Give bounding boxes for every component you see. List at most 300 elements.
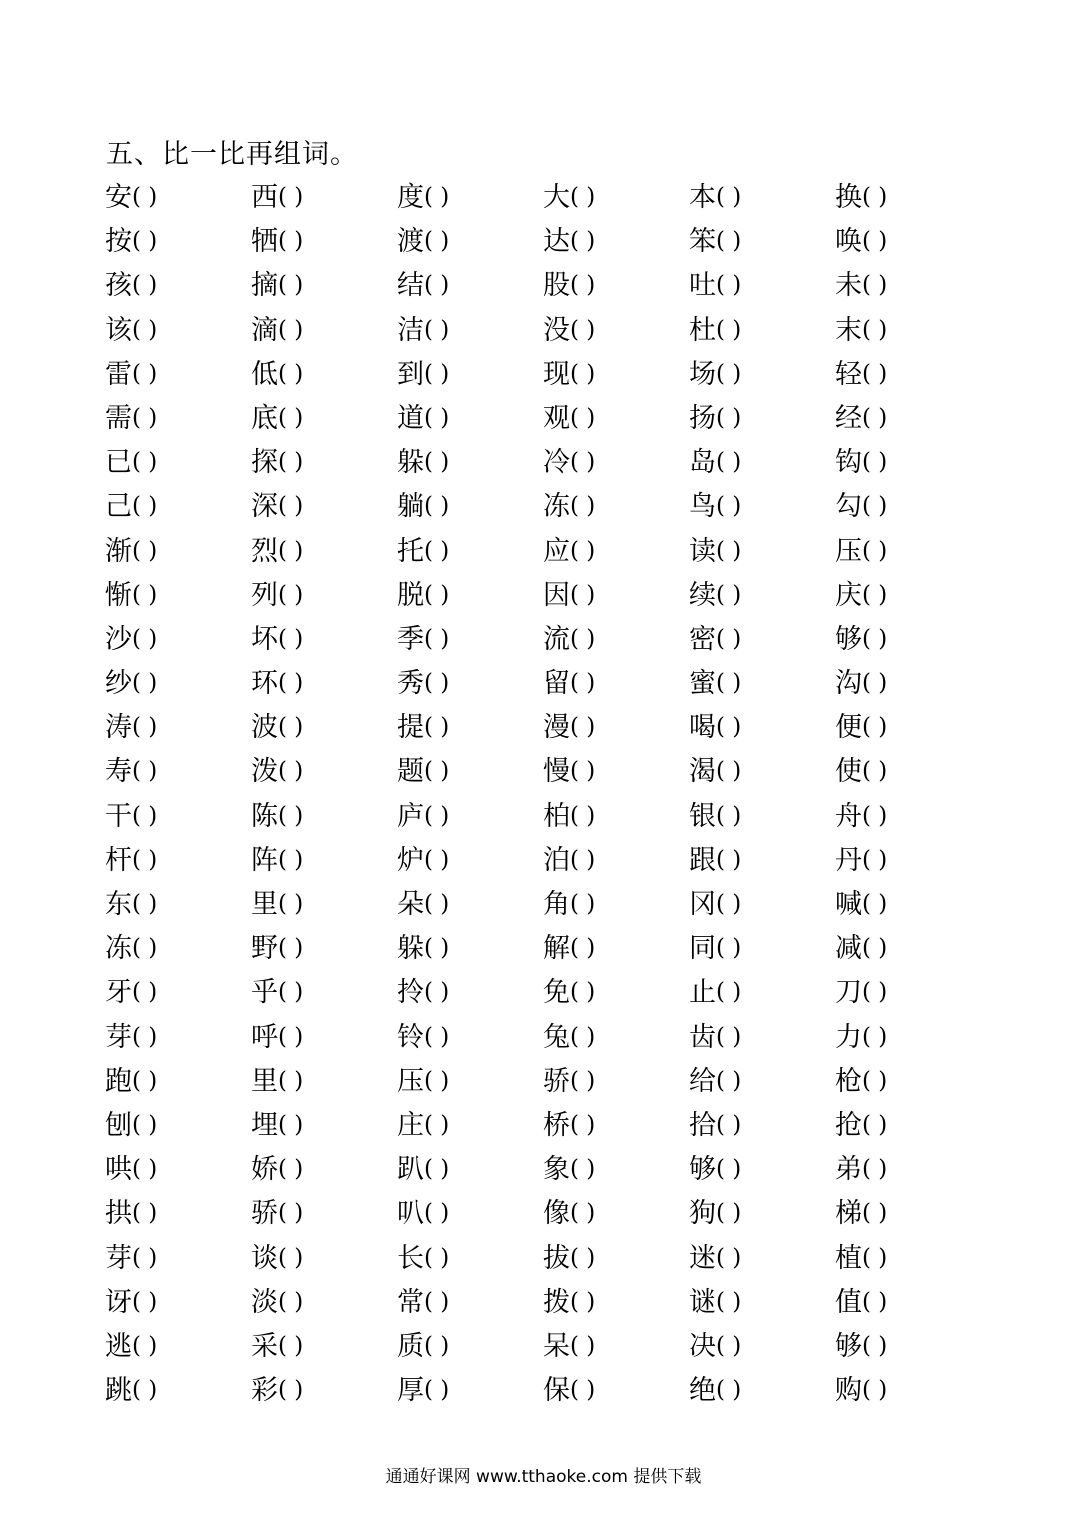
answer-blank[interactable]: ( ) bbox=[716, 1023, 742, 1050]
answer-blank[interactable]: ( ) bbox=[278, 758, 304, 785]
character-item bbox=[689, 1105, 741, 1149]
character-item bbox=[105, 840, 157, 884]
character-item bbox=[689, 707, 741, 751]
answer-blank[interactable]: ( ) bbox=[716, 449, 742, 476]
character-item bbox=[251, 796, 303, 840]
answer-blank[interactable]: ( ) bbox=[862, 1377, 888, 1404]
character-label: 力 bbox=[835, 1021, 862, 1053]
answer-blank[interactable]: ( ) bbox=[570, 272, 596, 299]
answer-blank[interactable]: ( ) bbox=[862, 360, 888, 387]
answer-blank[interactable]: ( ) bbox=[424, 1288, 450, 1315]
character-label: 己 bbox=[105, 491, 132, 523]
exercise-title: 五、比一比再组词。 bbox=[106, 139, 358, 170]
answer-blank[interactable]: ( ) bbox=[132, 1200, 158, 1227]
answer-blank[interactable]: ( ) bbox=[570, 979, 596, 1006]
answer-blank[interactable]: ( ) bbox=[570, 493, 596, 520]
answer-blank[interactable]: ( ) bbox=[716, 1067, 742, 1094]
answer-blank[interactable]: ( ) bbox=[716, 316, 742, 343]
character-label: 末 bbox=[835, 314, 862, 346]
character-item bbox=[543, 1193, 595, 1237]
character-item bbox=[835, 1238, 887, 1282]
answer-blank[interactable]: ( ) bbox=[424, 1067, 450, 1094]
answer-blank[interactable]: ( ) bbox=[716, 891, 742, 917]
character-item bbox=[397, 265, 449, 309]
character-label: 野 bbox=[251, 933, 278, 965]
word-row bbox=[105, 265, 1005, 309]
answer-blank[interactable]: ( ) bbox=[570, 1377, 596, 1404]
answer-blank[interactable]: ( ) bbox=[132, 1156, 158, 1183]
character-label: 喝 bbox=[689, 712, 716, 744]
character-label: 拎 bbox=[397, 977, 424, 1009]
character-label: 跑 bbox=[105, 1065, 132, 1097]
character-item bbox=[397, 884, 449, 928]
character-label: 拾 bbox=[689, 1109, 716, 1141]
character-item bbox=[543, 1282, 595, 1326]
answer-blank[interactable]: ( ) bbox=[716, 846, 742, 873]
character-label: 陈 bbox=[251, 800, 278, 832]
character-label: 泼 bbox=[251, 756, 278, 788]
answer-blank[interactable]: ( ) bbox=[132, 1111, 158, 1138]
character-item bbox=[105, 1282, 157, 1326]
answer-blank[interactable]: ( ) bbox=[716, 1156, 742, 1183]
answer-blank[interactable]: ( ) bbox=[278, 581, 304, 608]
character-item bbox=[543, 221, 595, 265]
character-item bbox=[543, 575, 595, 619]
character-item bbox=[543, 884, 595, 928]
answer-blank[interactable]: ( ) bbox=[862, 449, 888, 476]
answer-blank[interactable]: ( ) bbox=[716, 1244, 742, 1271]
answer-blank[interactable]: ( ) bbox=[862, 979, 888, 1006]
answer-blank[interactable]: ( ) bbox=[132, 758, 158, 785]
character-item bbox=[835, 663, 887, 707]
answer-blank[interactable]: ( ) bbox=[424, 228, 450, 255]
character-label: 讶 bbox=[105, 1286, 132, 1318]
character-label: 摘 bbox=[251, 270, 278, 302]
answer-blank[interactable]: ( ) bbox=[278, 625, 304, 652]
character-item bbox=[397, 354, 449, 398]
answer-blank[interactable]: ( ) bbox=[278, 1067, 304, 1094]
answer-blank[interactable]: ( ) bbox=[716, 228, 742, 255]
character-label: 喊 bbox=[835, 889, 862, 920]
character-label: 脱 bbox=[397, 579, 424, 611]
character-item bbox=[835, 1370, 887, 1414]
character-item bbox=[251, 884, 303, 928]
answer-blank[interactable]: ( ) bbox=[424, 1244, 450, 1271]
answer-blank[interactable]: ( ) bbox=[132, 272, 158, 299]
character-label: 止 bbox=[689, 977, 716, 1009]
character-label: 牙 bbox=[105, 977, 132, 1009]
answer-blank[interactable]: ( ) bbox=[132, 493, 158, 520]
character-item bbox=[835, 619, 887, 663]
answer-blank[interactable]: ( ) bbox=[278, 1023, 304, 1050]
answer-blank[interactable]: ( ) bbox=[132, 1377, 158, 1404]
character-item bbox=[689, 1149, 741, 1193]
character-label: 梯 bbox=[835, 1198, 862, 1230]
answer-blank[interactable]: ( ) bbox=[132, 537, 158, 564]
character-item bbox=[835, 1326, 887, 1370]
character-item bbox=[543, 1326, 595, 1370]
answer-blank[interactable]: ( ) bbox=[716, 1200, 742, 1227]
answer-blank[interactable]: ( ) bbox=[278, 1244, 304, 1271]
answer-blank[interactable]: ( ) bbox=[132, 228, 158, 255]
character-item bbox=[251, 707, 303, 751]
answer-blank[interactable]: ( ) bbox=[862, 625, 888, 652]
character-label: 哄 bbox=[105, 1154, 132, 1186]
answer-blank[interactable]: ( ) bbox=[424, 714, 450, 741]
answer-blank[interactable]: ( ) bbox=[278, 846, 304, 873]
answer-blank[interactable]: ( ) bbox=[278, 1288, 304, 1315]
answer-blank[interactable]: ( ) bbox=[862, 758, 888, 785]
answer-blank[interactable]: ( ) bbox=[278, 360, 304, 387]
character-item bbox=[543, 1238, 595, 1282]
character-item bbox=[105, 796, 157, 840]
character-item bbox=[397, 751, 449, 795]
character-item bbox=[689, 972, 741, 1016]
word-row bbox=[105, 972, 1005, 1016]
answer-blank[interactable]: ( ) bbox=[132, 625, 158, 652]
answer-blank[interactable]: ( ) bbox=[570, 758, 596, 785]
answer-blank[interactable]: ( ) bbox=[716, 670, 742, 697]
character-item bbox=[251, 486, 303, 530]
answer-blank[interactable]: ( ) bbox=[424, 1200, 450, 1227]
answer-blank[interactable]: ( ) bbox=[132, 360, 158, 387]
answer-blank[interactable]: ( ) bbox=[570, 1332, 596, 1359]
answer-blank[interactable]: ( ) bbox=[570, 714, 596, 741]
answer-blank[interactable]: ( ) bbox=[716, 581, 742, 608]
answer-blank[interactable]: ( ) bbox=[862, 891, 888, 917]
answer-blank[interactable]: ( ) bbox=[862, 714, 888, 741]
word-row bbox=[105, 442, 1005, 486]
answer-blank[interactable]: ( ) bbox=[424, 979, 450, 1006]
character-item bbox=[835, 177, 887, 221]
character-label: 躺 bbox=[397, 491, 424, 523]
answer-blank[interactable]: ( ) bbox=[570, 449, 596, 476]
character-item bbox=[251, 751, 303, 795]
character-item bbox=[397, 442, 449, 486]
answer-blank[interactable]: ( ) bbox=[132, 404, 158, 431]
answer-blank[interactable]: ( ) bbox=[716, 537, 742, 564]
character-item bbox=[689, 531, 741, 575]
character-label: 采 bbox=[251, 1330, 278, 1362]
character-item bbox=[251, 310, 303, 354]
answer-blank[interactable]: ( ) bbox=[278, 1332, 304, 1359]
answer-blank[interactable]: ( ) bbox=[278, 493, 304, 520]
word-row bbox=[105, 619, 1005, 663]
character-item bbox=[105, 486, 157, 530]
character-item bbox=[105, 928, 157, 972]
character-label: 慢 bbox=[543, 756, 570, 788]
answer-blank[interactable]: ( ) bbox=[716, 979, 742, 1006]
answer-blank[interactable]: ( ) bbox=[424, 1156, 450, 1183]
answer-blank[interactable]: ( ) bbox=[862, 670, 888, 697]
answer-blank[interactable]: ( ) bbox=[716, 1332, 742, 1359]
answer-blank[interactable]: ( ) bbox=[424, 184, 450, 210]
character-label: 寿 bbox=[105, 756, 132, 788]
answer-blank[interactable]: ( ) bbox=[716, 758, 742, 785]
word-row bbox=[105, 1370, 1005, 1414]
answer-blank[interactable]: ( ) bbox=[424, 404, 450, 431]
answer-blank[interactable]: ( ) bbox=[862, 1288, 888, 1315]
character-item bbox=[397, 177, 449, 221]
answer-blank[interactable]: ( ) bbox=[716, 802, 742, 829]
answer-blank[interactable]: ( ) bbox=[570, 1111, 596, 1138]
character-item bbox=[105, 354, 157, 398]
character-item bbox=[543, 619, 595, 663]
answer-blank[interactable]: ( ) bbox=[132, 979, 158, 1006]
answer-blank[interactable]: ( ) bbox=[132, 316, 158, 343]
answer-blank[interactable]: ( ) bbox=[570, 802, 596, 829]
answer-blank[interactable]: ( ) bbox=[716, 714, 742, 741]
character-label: 彩 bbox=[251, 1375, 278, 1407]
answer-blank[interactable]: ( ) bbox=[862, 1332, 888, 1359]
answer-blank[interactable]: ( ) bbox=[862, 1111, 888, 1138]
character-label: 密 bbox=[689, 623, 716, 655]
character-label: 观 bbox=[543, 402, 570, 434]
answer-blank[interactable]: ( ) bbox=[424, 316, 450, 343]
character-item bbox=[105, 177, 157, 221]
answer-blank[interactable]: ( ) bbox=[570, 360, 596, 387]
answer-blank[interactable]: ( ) bbox=[570, 537, 596, 564]
word-row bbox=[105, 1193, 1005, 1237]
answer-blank[interactable]: ( ) bbox=[278, 184, 304, 210]
answer-blank[interactable]: ( ) bbox=[862, 846, 888, 873]
answer-blank[interactable]: ( ) bbox=[132, 846, 158, 873]
character-item bbox=[543, 354, 595, 398]
character-item bbox=[689, 884, 741, 928]
answer-blank[interactable]: ( ) bbox=[424, 846, 450, 873]
character-item bbox=[543, 1149, 595, 1193]
word-row bbox=[105, 1105, 1005, 1149]
character-item bbox=[397, 1326, 449, 1370]
answer-blank[interactable]: ( ) bbox=[278, 1111, 304, 1138]
answer-blank[interactable]: ( ) bbox=[570, 625, 596, 652]
character-label: 兔 bbox=[543, 1021, 570, 1053]
answer-blank[interactable]: ( ) bbox=[132, 581, 158, 608]
answer-blank[interactable]: ( ) bbox=[862, 581, 888, 608]
character-label: 读 bbox=[689, 535, 716, 567]
answer-blank[interactable]: ( ) bbox=[132, 1288, 158, 1315]
character-label: 到 bbox=[397, 358, 424, 390]
character-label: 拨 bbox=[543, 1286, 570, 1318]
character-item bbox=[689, 663, 741, 707]
character-label: 决 bbox=[689, 1330, 716, 1362]
answer-blank[interactable]: ( ) bbox=[716, 625, 742, 652]
answer-blank[interactable]: ( ) bbox=[278, 714, 304, 741]
answer-blank[interactable]: ( ) bbox=[862, 1156, 888, 1183]
answer-blank[interactable]: ( ) bbox=[570, 935, 596, 962]
character-item bbox=[689, 265, 741, 309]
answer-blank[interactable]: ( ) bbox=[570, 404, 596, 431]
character-item bbox=[397, 221, 449, 265]
character-label: 乎 bbox=[251, 977, 278, 1009]
answer-blank[interactable]: ( ) bbox=[570, 228, 596, 255]
answer-blank[interactable]: ( ) bbox=[862, 228, 888, 255]
answer-blank[interactable]: ( ) bbox=[424, 802, 450, 829]
answer-blank[interactable]: ( ) bbox=[132, 184, 158, 210]
word-row bbox=[105, 221, 1005, 265]
character-item bbox=[251, 972, 303, 1016]
answer-blank[interactable]: ( ) bbox=[862, 935, 888, 962]
answer-blank[interactable]: ( ) bbox=[570, 670, 596, 697]
answer-blank[interactable]: ( ) bbox=[278, 1156, 304, 1183]
answer-blank[interactable]: ( ) bbox=[862, 537, 888, 564]
character-label: 庆 bbox=[835, 579, 862, 611]
answer-blank[interactable]: ( ) bbox=[570, 1156, 596, 1183]
character-label: 泊 bbox=[543, 844, 570, 876]
answer-blank[interactable]: ( ) bbox=[570, 581, 596, 608]
answer-blank[interactable]: ( ) bbox=[716, 404, 742, 431]
character-label: 趴 bbox=[397, 1154, 424, 1186]
answer-blank[interactable]: ( ) bbox=[716, 1288, 742, 1315]
answer-blank[interactable]: ( ) bbox=[424, 493, 450, 520]
answer-blank[interactable]: ( ) bbox=[716, 935, 742, 962]
character-label: 吐 bbox=[689, 270, 716, 302]
answer-blank[interactable]: ( ) bbox=[132, 1244, 158, 1271]
answer-blank[interactable]: ( ) bbox=[424, 272, 450, 299]
answer-blank[interactable]: ( ) bbox=[716, 493, 742, 520]
answer-blank[interactable]: ( ) bbox=[278, 891, 304, 917]
character-label: 蜜 bbox=[689, 668, 716, 700]
answer-blank[interactable]: ( ) bbox=[278, 228, 304, 255]
character-item bbox=[251, 663, 303, 707]
answer-blank[interactable]: ( ) bbox=[716, 272, 742, 299]
answer-blank[interactable]: ( ) bbox=[862, 1067, 888, 1094]
character-label: 大 bbox=[543, 182, 570, 213]
answer-blank[interactable]: ( ) bbox=[132, 935, 158, 962]
answer-blank[interactable]: ( ) bbox=[278, 404, 304, 431]
answer-blank[interactable]: ( ) bbox=[278, 670, 304, 697]
answer-blank[interactable]: ( ) bbox=[862, 802, 888, 829]
character-label: 象 bbox=[543, 1154, 570, 1186]
answer-blank[interactable]: ( ) bbox=[424, 581, 450, 608]
answer-blank[interactable]: ( ) bbox=[132, 670, 158, 697]
answer-blank[interactable]: ( ) bbox=[278, 537, 304, 564]
answer-blank[interactable]: ( ) bbox=[424, 670, 450, 697]
answer-blank[interactable]: ( ) bbox=[278, 272, 304, 299]
answer-blank[interactable]: ( ) bbox=[424, 449, 450, 476]
answer-blank[interactable]: ( ) bbox=[570, 1200, 596, 1227]
character-label: 叭 bbox=[397, 1198, 424, 1230]
character-label: 拱 bbox=[105, 1198, 132, 1230]
character-item bbox=[251, 398, 303, 442]
answer-blank[interactable]: ( ) bbox=[862, 1244, 888, 1271]
answer-blank[interactable]: ( ) bbox=[132, 714, 158, 741]
character-label: 达 bbox=[543, 226, 570, 258]
character-label: 齿 bbox=[689, 1021, 716, 1053]
character-label: 冷 bbox=[543, 447, 570, 479]
character-label: 跳 bbox=[105, 1375, 132, 1407]
character-item bbox=[689, 928, 741, 972]
character-label: 沟 bbox=[835, 668, 862, 700]
character-label: 刀 bbox=[835, 977, 862, 1009]
answer-blank[interactable]: ( ) bbox=[278, 979, 304, 1006]
character-label: 渴 bbox=[689, 756, 716, 788]
answer-blank[interactable]: ( ) bbox=[424, 1332, 450, 1359]
answer-blank[interactable]: ( ) bbox=[424, 1023, 450, 1050]
answer-blank[interactable]: ( ) bbox=[424, 891, 450, 917]
answer-blank[interactable]: ( ) bbox=[424, 1377, 450, 1404]
answer-blank[interactable]: ( ) bbox=[570, 1244, 596, 1271]
answer-blank[interactable]: ( ) bbox=[278, 1377, 304, 1404]
character-item bbox=[543, 177, 595, 221]
character-item bbox=[251, 1061, 303, 1105]
answer-blank[interactable]: ( ) bbox=[862, 404, 888, 431]
answer-blank[interactable]: ( ) bbox=[862, 493, 888, 520]
word-row bbox=[105, 1017, 1005, 1061]
character-label: 洁 bbox=[397, 314, 424, 346]
character-label: 里 bbox=[251, 889, 278, 920]
answer-blank[interactable]: ( ) bbox=[132, 891, 158, 917]
answer-blank[interactable]: ( ) bbox=[278, 802, 304, 829]
answer-blank[interactable]: ( ) bbox=[862, 1200, 888, 1227]
answer-blank[interactable]: ( ) bbox=[132, 802, 158, 829]
answer-blank[interactable]: ( ) bbox=[278, 935, 304, 962]
answer-blank[interactable]: ( ) bbox=[570, 891, 596, 917]
character-item bbox=[251, 575, 303, 619]
answer-blank[interactable]: ( ) bbox=[862, 316, 888, 343]
character-item bbox=[835, 1105, 887, 1149]
answer-blank[interactable]: ( ) bbox=[570, 1023, 596, 1050]
character-item bbox=[105, 884, 157, 928]
answer-blank[interactable]: ( ) bbox=[132, 1023, 158, 1050]
character-label: 呆 bbox=[543, 1330, 570, 1362]
answer-blank[interactable]: ( ) bbox=[862, 184, 888, 210]
character-item bbox=[105, 310, 157, 354]
answer-blank[interactable]: ( ) bbox=[278, 1200, 304, 1227]
character-label: 题 bbox=[397, 756, 424, 788]
answer-blank[interactable]: ( ) bbox=[132, 1067, 158, 1094]
answer-blank[interactable]: ( ) bbox=[424, 360, 450, 387]
character-label: 铃 bbox=[397, 1021, 424, 1053]
character-label: 同 bbox=[689, 933, 716, 965]
answer-blank[interactable]: ( ) bbox=[862, 1023, 888, 1050]
answer-blank[interactable]: ( ) bbox=[132, 449, 158, 476]
answer-blank[interactable]: ( ) bbox=[716, 360, 742, 387]
character-item bbox=[543, 310, 595, 354]
answer-blank[interactable]: ( ) bbox=[424, 1111, 450, 1138]
answer-blank[interactable]: ( ) bbox=[570, 846, 596, 873]
answer-blank[interactable]: ( ) bbox=[278, 316, 304, 343]
answer-blank[interactable]: ( ) bbox=[278, 449, 304, 476]
answer-blank[interactable]: ( ) bbox=[132, 1332, 158, 1359]
answer-blank[interactable]: ( ) bbox=[716, 1377, 742, 1404]
character-label: 西 bbox=[251, 182, 278, 213]
answer-blank[interactable]: ( ) bbox=[716, 1111, 742, 1138]
answer-blank[interactable]: ( ) bbox=[862, 272, 888, 299]
character-item bbox=[251, 1326, 303, 1370]
word-row bbox=[105, 354, 1005, 398]
answer-blank[interactable]: ( ) bbox=[424, 758, 450, 785]
answer-blank[interactable]: ( ) bbox=[424, 935, 450, 962]
answer-blank[interactable]: ( ) bbox=[424, 625, 450, 652]
character-label: 枪 bbox=[835, 1065, 862, 1097]
answer-blank[interactable]: ( ) bbox=[570, 1288, 596, 1315]
character-label: 笨 bbox=[689, 226, 716, 258]
character-label: 坏 bbox=[251, 623, 278, 655]
character-label: 渡 bbox=[397, 226, 424, 258]
answer-blank[interactable]: ( ) bbox=[716, 184, 742, 210]
answer-blank[interactable]: ( ) bbox=[570, 316, 596, 343]
character-label: 呼 bbox=[251, 1021, 278, 1053]
answer-blank[interactable]: ( ) bbox=[570, 1067, 596, 1094]
character-item bbox=[397, 796, 449, 840]
character-item bbox=[543, 796, 595, 840]
character-item bbox=[251, 354, 303, 398]
character-item bbox=[689, 1238, 741, 1282]
character-label: 安 bbox=[105, 182, 132, 213]
answer-blank[interactable]: ( ) bbox=[570, 184, 596, 210]
answer-blank[interactable]: ( ) bbox=[424, 537, 450, 564]
